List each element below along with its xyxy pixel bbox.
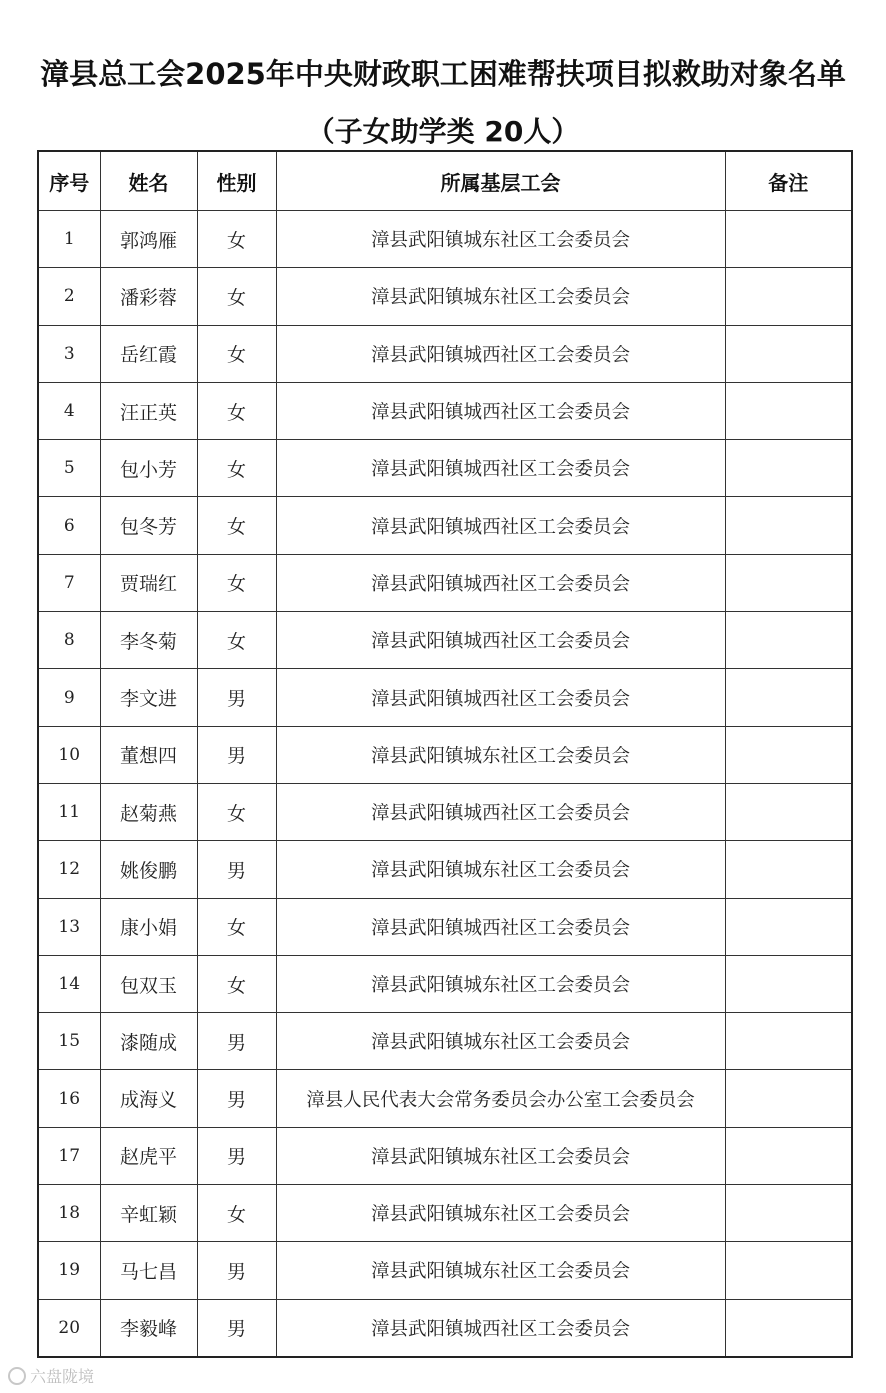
cell-union: 漳县武阳镇城东社区工会委员会: [276, 1242, 725, 1299]
cell-name: 康小娟: [100, 898, 197, 955]
cell-gender: 女: [197, 382, 276, 439]
watermark-text: 六盘陇境: [30, 1367, 95, 1386]
table-row: [38, 382, 852, 439]
cell-note: [725, 497, 852, 554]
table-row: [38, 211, 852, 268]
cell-name: 辛虹颖: [100, 1185, 197, 1242]
cell-note: [725, 1185, 852, 1242]
cell-note: [725, 783, 852, 840]
cell-no: 1: [38, 211, 100, 268]
header-gender: 性别: [197, 151, 276, 211]
cell-no: 2: [38, 268, 100, 325]
table-row: [38, 1242, 852, 1299]
cell-note: [725, 1013, 852, 1070]
header-name: 姓名: [100, 151, 197, 211]
table-row: [38, 325, 852, 382]
cell-gender: 男: [197, 1299, 276, 1357]
cell-union: 漳县武阳镇城东社区工会委员会: [276, 211, 725, 268]
cell-name: 贾瑞红: [100, 554, 197, 611]
cell-union: 漳县武阳镇城西社区工会委员会: [276, 554, 725, 611]
cell-name: 董想四: [100, 726, 197, 783]
cell-union: 漳县武阳镇城东社区工会委员会: [276, 726, 725, 783]
cell-gender: 男: [197, 1242, 276, 1299]
cell-no: 17: [38, 1127, 100, 1184]
cell-gender: 女: [197, 783, 276, 840]
cell-no: 15: [38, 1013, 100, 1070]
cell-union: 漳县武阳镇城东社区工会委员会: [276, 1185, 725, 1242]
table-row: [38, 1070, 852, 1127]
cell-no: 7: [38, 554, 100, 611]
cell-no: 6: [38, 497, 100, 554]
cell-union: 漳县武阳镇城西社区工会委员会: [276, 898, 725, 955]
cell-name: 李毅峰: [100, 1299, 197, 1357]
document-subtitle: （子女助学类 20人）: [306, 115, 580, 148]
cell-note: [725, 211, 852, 268]
cell-no: 3: [38, 325, 100, 382]
cell-gender: 女: [197, 268, 276, 325]
cell-note: [725, 612, 852, 669]
table-row: [38, 1013, 852, 1070]
table-row: [38, 726, 852, 783]
cell-note: [725, 726, 852, 783]
header-note: 备注: [725, 151, 852, 211]
cell-gender: 男: [197, 1127, 276, 1184]
cell-name: 李冬菊: [100, 612, 197, 669]
cell-note: [725, 1070, 852, 1127]
table-row: [38, 783, 852, 840]
cell-no: 9: [38, 669, 100, 726]
cell-note: [725, 669, 852, 726]
cell-union: 漳县武阳镇城西社区工会委员会: [276, 669, 725, 726]
cell-union: 漳县武阳镇城东社区工会委员会: [276, 1127, 725, 1184]
cell-no: 4: [38, 382, 100, 439]
cell-name: 马七昌: [100, 1242, 197, 1299]
cell-gender: 女: [197, 955, 276, 1012]
logo-mark-icon: [8, 1367, 26, 1385]
cell-name: 潘彩蓉: [100, 268, 197, 325]
cell-union: 漳县武阳镇城东社区工会委员会: [276, 841, 725, 898]
table-row: [38, 554, 852, 611]
cell-gender: 男: [197, 1070, 276, 1127]
cell-union: 漳县人民代表大会常务委员会办公室工会委员会: [276, 1070, 725, 1127]
cell-gender: 女: [197, 1185, 276, 1242]
table-row: [38, 898, 852, 955]
table-row: [38, 669, 852, 726]
table-row: [38, 955, 852, 1012]
table-body: [38, 211, 852, 1357]
cell-union: 漳县武阳镇城西社区工会委员会: [276, 440, 725, 497]
table-row: [38, 841, 852, 898]
cell-no: 11: [38, 783, 100, 840]
cell-name: 成海义: [100, 1070, 197, 1127]
table-row: [38, 612, 852, 669]
cell-union: 漳县武阳镇城东社区工会委员会: [276, 1013, 725, 1070]
watermark: [8, 1364, 94, 1387]
cell-note: [725, 440, 852, 497]
cell-note: [725, 1242, 852, 1299]
cell-note: [725, 955, 852, 1012]
cell-gender: 女: [197, 325, 276, 382]
cell-note: [725, 841, 852, 898]
table-row: [38, 497, 852, 554]
cell-gender: 男: [197, 726, 276, 783]
cell-no: 5: [38, 440, 100, 497]
cell-no: 16: [38, 1070, 100, 1127]
cell-union: 漳县武阳镇城西社区工会委员会: [276, 382, 725, 439]
cell-gender: 女: [197, 612, 276, 669]
cell-gender: 女: [197, 554, 276, 611]
cell-name: 包双玉: [100, 955, 197, 1012]
cell-no: 18: [38, 1185, 100, 1242]
cell-note: [725, 898, 852, 955]
header-row: [38, 151, 852, 211]
cell-note: [725, 325, 852, 382]
cell-note: [725, 268, 852, 325]
cell-note: [725, 1127, 852, 1184]
cell-union: 漳县武阳镇城东社区工会委员会: [276, 268, 725, 325]
cell-name: 漆随成: [100, 1013, 197, 1070]
header-no: 序号: [38, 151, 100, 211]
cell-gender: 男: [197, 841, 276, 898]
table-row: [38, 1185, 852, 1242]
header-union: 所属基层工会: [276, 151, 725, 211]
cell-note: [725, 1299, 852, 1357]
cell-note: [725, 554, 852, 611]
cell-no: 10: [38, 726, 100, 783]
cell-name: 李文进: [100, 669, 197, 726]
cell-note: [725, 382, 852, 439]
cell-name: 郭鸿雁: [100, 211, 197, 268]
cell-no: 19: [38, 1242, 100, 1299]
cell-no: 13: [38, 898, 100, 955]
cell-no: 12: [38, 841, 100, 898]
cell-name: 赵虎平: [100, 1127, 197, 1184]
cell-name: 姚俊鹏: [100, 841, 197, 898]
cell-union: 漳县武阳镇城西社区工会委员会: [276, 783, 725, 840]
cell-gender: 男: [197, 1013, 276, 1070]
cell-name: 岳红霞: [100, 325, 197, 382]
cell-no: 20: [38, 1299, 100, 1357]
cell-no: 14: [38, 955, 100, 1012]
cell-name: 汪正英: [100, 382, 197, 439]
cell-name: 赵菊燕: [100, 783, 197, 840]
cell-union: 漳县武阳镇城西社区工会委员会: [276, 497, 725, 554]
cell-gender: 女: [197, 440, 276, 497]
cell-gender: 女: [197, 497, 276, 554]
table-header: [38, 151, 852, 211]
cell-union: 漳县武阳镇城西社区工会委员会: [276, 612, 725, 669]
cell-no: 8: [38, 612, 100, 669]
table-row: [38, 268, 852, 325]
cell-union: 漳县武阳镇城东社区工会委员会: [276, 955, 725, 1012]
cell-gender: 男: [197, 669, 276, 726]
cell-name: 包小芳: [100, 440, 197, 497]
table-row: [38, 1127, 852, 1184]
cell-gender: 女: [197, 898, 276, 955]
table-row: [38, 1299, 852, 1357]
table-row: [38, 440, 852, 497]
cell-union: 漳县武阳镇城西社区工会委员会: [276, 1299, 725, 1357]
document-title: 漳县总工会2025年中央财政职工困难帮扶项目拟救助对象名单: [40, 57, 846, 91]
roster-table: [37, 150, 853, 1358]
cell-union: 漳县武阳镇城西社区工会委员会: [276, 325, 725, 382]
cell-name: 包冬芳: [100, 497, 197, 554]
cell-gender: 女: [197, 211, 276, 268]
